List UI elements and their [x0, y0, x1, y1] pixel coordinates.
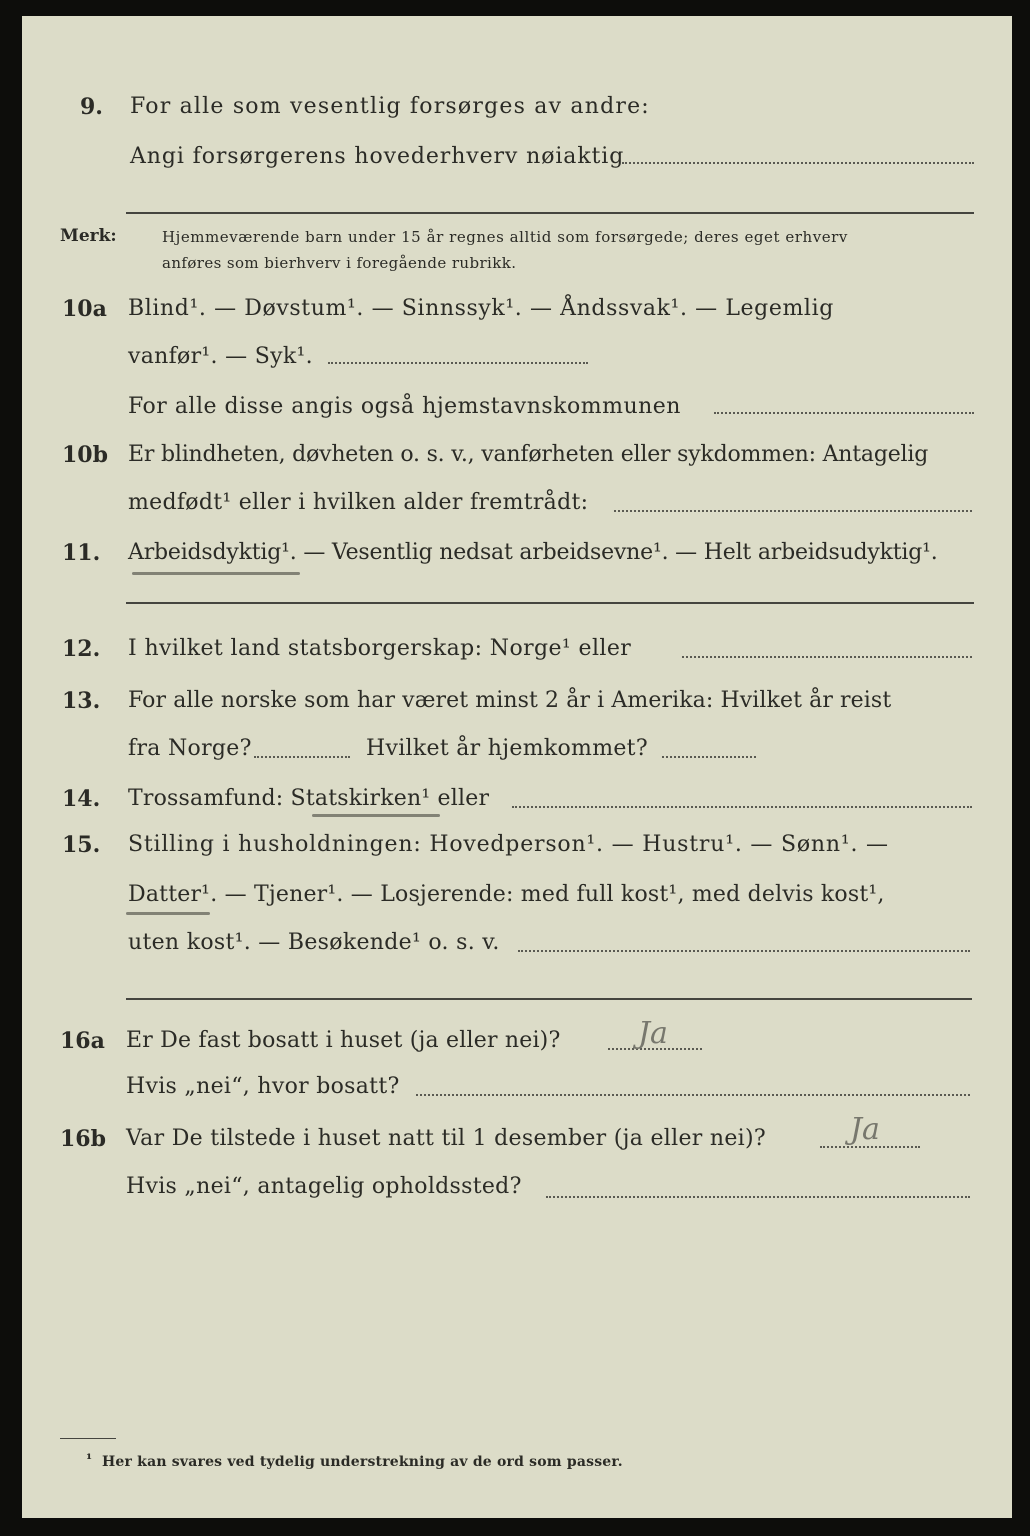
q15-line3: uten kost¹. — Besøkende¹ o. s. v. [128, 930, 500, 955]
q16a-line1: Er De fast bosatt i huset (ja eller nei)? [126, 1028, 561, 1053]
q15-number: 15. [62, 832, 101, 858]
q12-answer-line[interactable] [682, 656, 972, 658]
q13-number: 13. [62, 688, 101, 714]
q15-line2: Datter¹. — Tjener¹. — Losjerende: med full kost¹, med delvis kost¹, [128, 882, 885, 907]
q10b-answer-line[interactable] [614, 510, 972, 512]
q16a-number: 16a [60, 1028, 105, 1054]
q10b-line1: Er blindheten, døvheten o. s. v., vanførheten eller sykdommen: Antagelig [128, 442, 929, 467]
q9-number: 9. [80, 94, 103, 120]
q10a-number: 10a [62, 296, 107, 322]
q16b-whereabouts-line[interactable] [546, 1196, 970, 1198]
q16a-handwritten-answer: Ja [638, 1016, 668, 1051]
q9-line2: Angi forsørgerens hovederhverv nøiaktig [130, 144, 625, 169]
q15-answer-line[interactable] [518, 950, 970, 952]
q14-number: 14. [62, 786, 101, 812]
q16b-line1: Var De tilstede i huset natt til 1 desember (ja eller nei)? [126, 1126, 766, 1151]
q11-line1: Arbeidsdyktig¹. — Vesentlig nedsat arbeidsevne¹. — Helt arbeidsudyktig¹. [128, 540, 938, 565]
q13-line2a: fra Norge? [128, 736, 252, 761]
q14-underline-statskirken [312, 814, 440, 817]
q11-number: 11. [62, 540, 101, 566]
q13-year-left-line[interactable] [254, 756, 350, 758]
q16b-number: 16b [60, 1126, 106, 1152]
show-through-mark [728, 1278, 732, 1294]
q13-line2b: Hvilket år hjemkommet? [366, 736, 648, 761]
q9-line1: For alle som vesentlig forsørges av andre: [130, 94, 650, 119]
q16b-handwritten-answer: Ja [850, 1112, 880, 1147]
q16b-line2: Hvis „nei“, antagelig opholdssted? [126, 1174, 522, 1199]
q10a-answer-line[interactable] [328, 362, 588, 364]
q15-extra-answer-line[interactable] [126, 998, 972, 1000]
q14-answer-line[interactable] [512, 806, 972, 808]
q12-line1: I hvilket land statsborgerskap: Norge¹ eller [128, 636, 632, 661]
q10a-home-municipality-line[interactable] [714, 412, 974, 414]
q10a-line1: Blind¹. — Døvstum¹. — Sinnssyk¹. — Åndssvak¹. — Legemlig [128, 296, 834, 321]
q12-number: 12. [62, 636, 101, 662]
q10b-number: 10b [62, 442, 108, 468]
q13-line1: For alle norske som har været minst 2 år i Amerika: Hvilket år reist [128, 688, 892, 713]
q10a-line3: For alle disse angis også hjemstavnskommunen [128, 394, 681, 419]
q16a-residence-line[interactable] [416, 1094, 970, 1096]
footnote-divider [60, 1438, 116, 1439]
q9-answer-line[interactable] [622, 162, 974, 164]
merk-line2: anføres som bierhverv i foregående rubrikk. [162, 254, 517, 272]
q10a-line2: vanfør¹. — Syk¹. [128, 344, 313, 369]
footnote-text: Her kan svares ved tydelig understrekning av de ord som passer. [102, 1454, 623, 1470]
footnote-mark: ¹ [86, 1452, 93, 1468]
q15-underline-datter [126, 912, 210, 915]
q16a-line2: Hvis „nei“, hvor bosatt? [126, 1074, 400, 1099]
merk-label: Merk: [60, 226, 117, 246]
q11-extra-answer-line[interactable] [126, 602, 974, 604]
q10b-line2: medfødt¹ eller i hvilken alder fremtrådt: [128, 490, 589, 515]
merk-line1: Hjemmeværende barn under 15 år regnes alltid som forsørgede; deres eget erhverv [162, 228, 848, 246]
q15-line1: Stilling i husholdningen: Hovedperson¹. — Hustru¹. — Sønn¹. — [128, 832, 889, 857]
q14-line1: Trossamfund: Statskirken¹ eller [128, 786, 490, 811]
census-form-page [22, 16, 1012, 1518]
q13-year-returned-line[interactable] [662, 756, 756, 758]
q9-extra-answer-line[interactable] [126, 212, 974, 214]
q11-underline-arbeidsdyktig [132, 572, 300, 575]
